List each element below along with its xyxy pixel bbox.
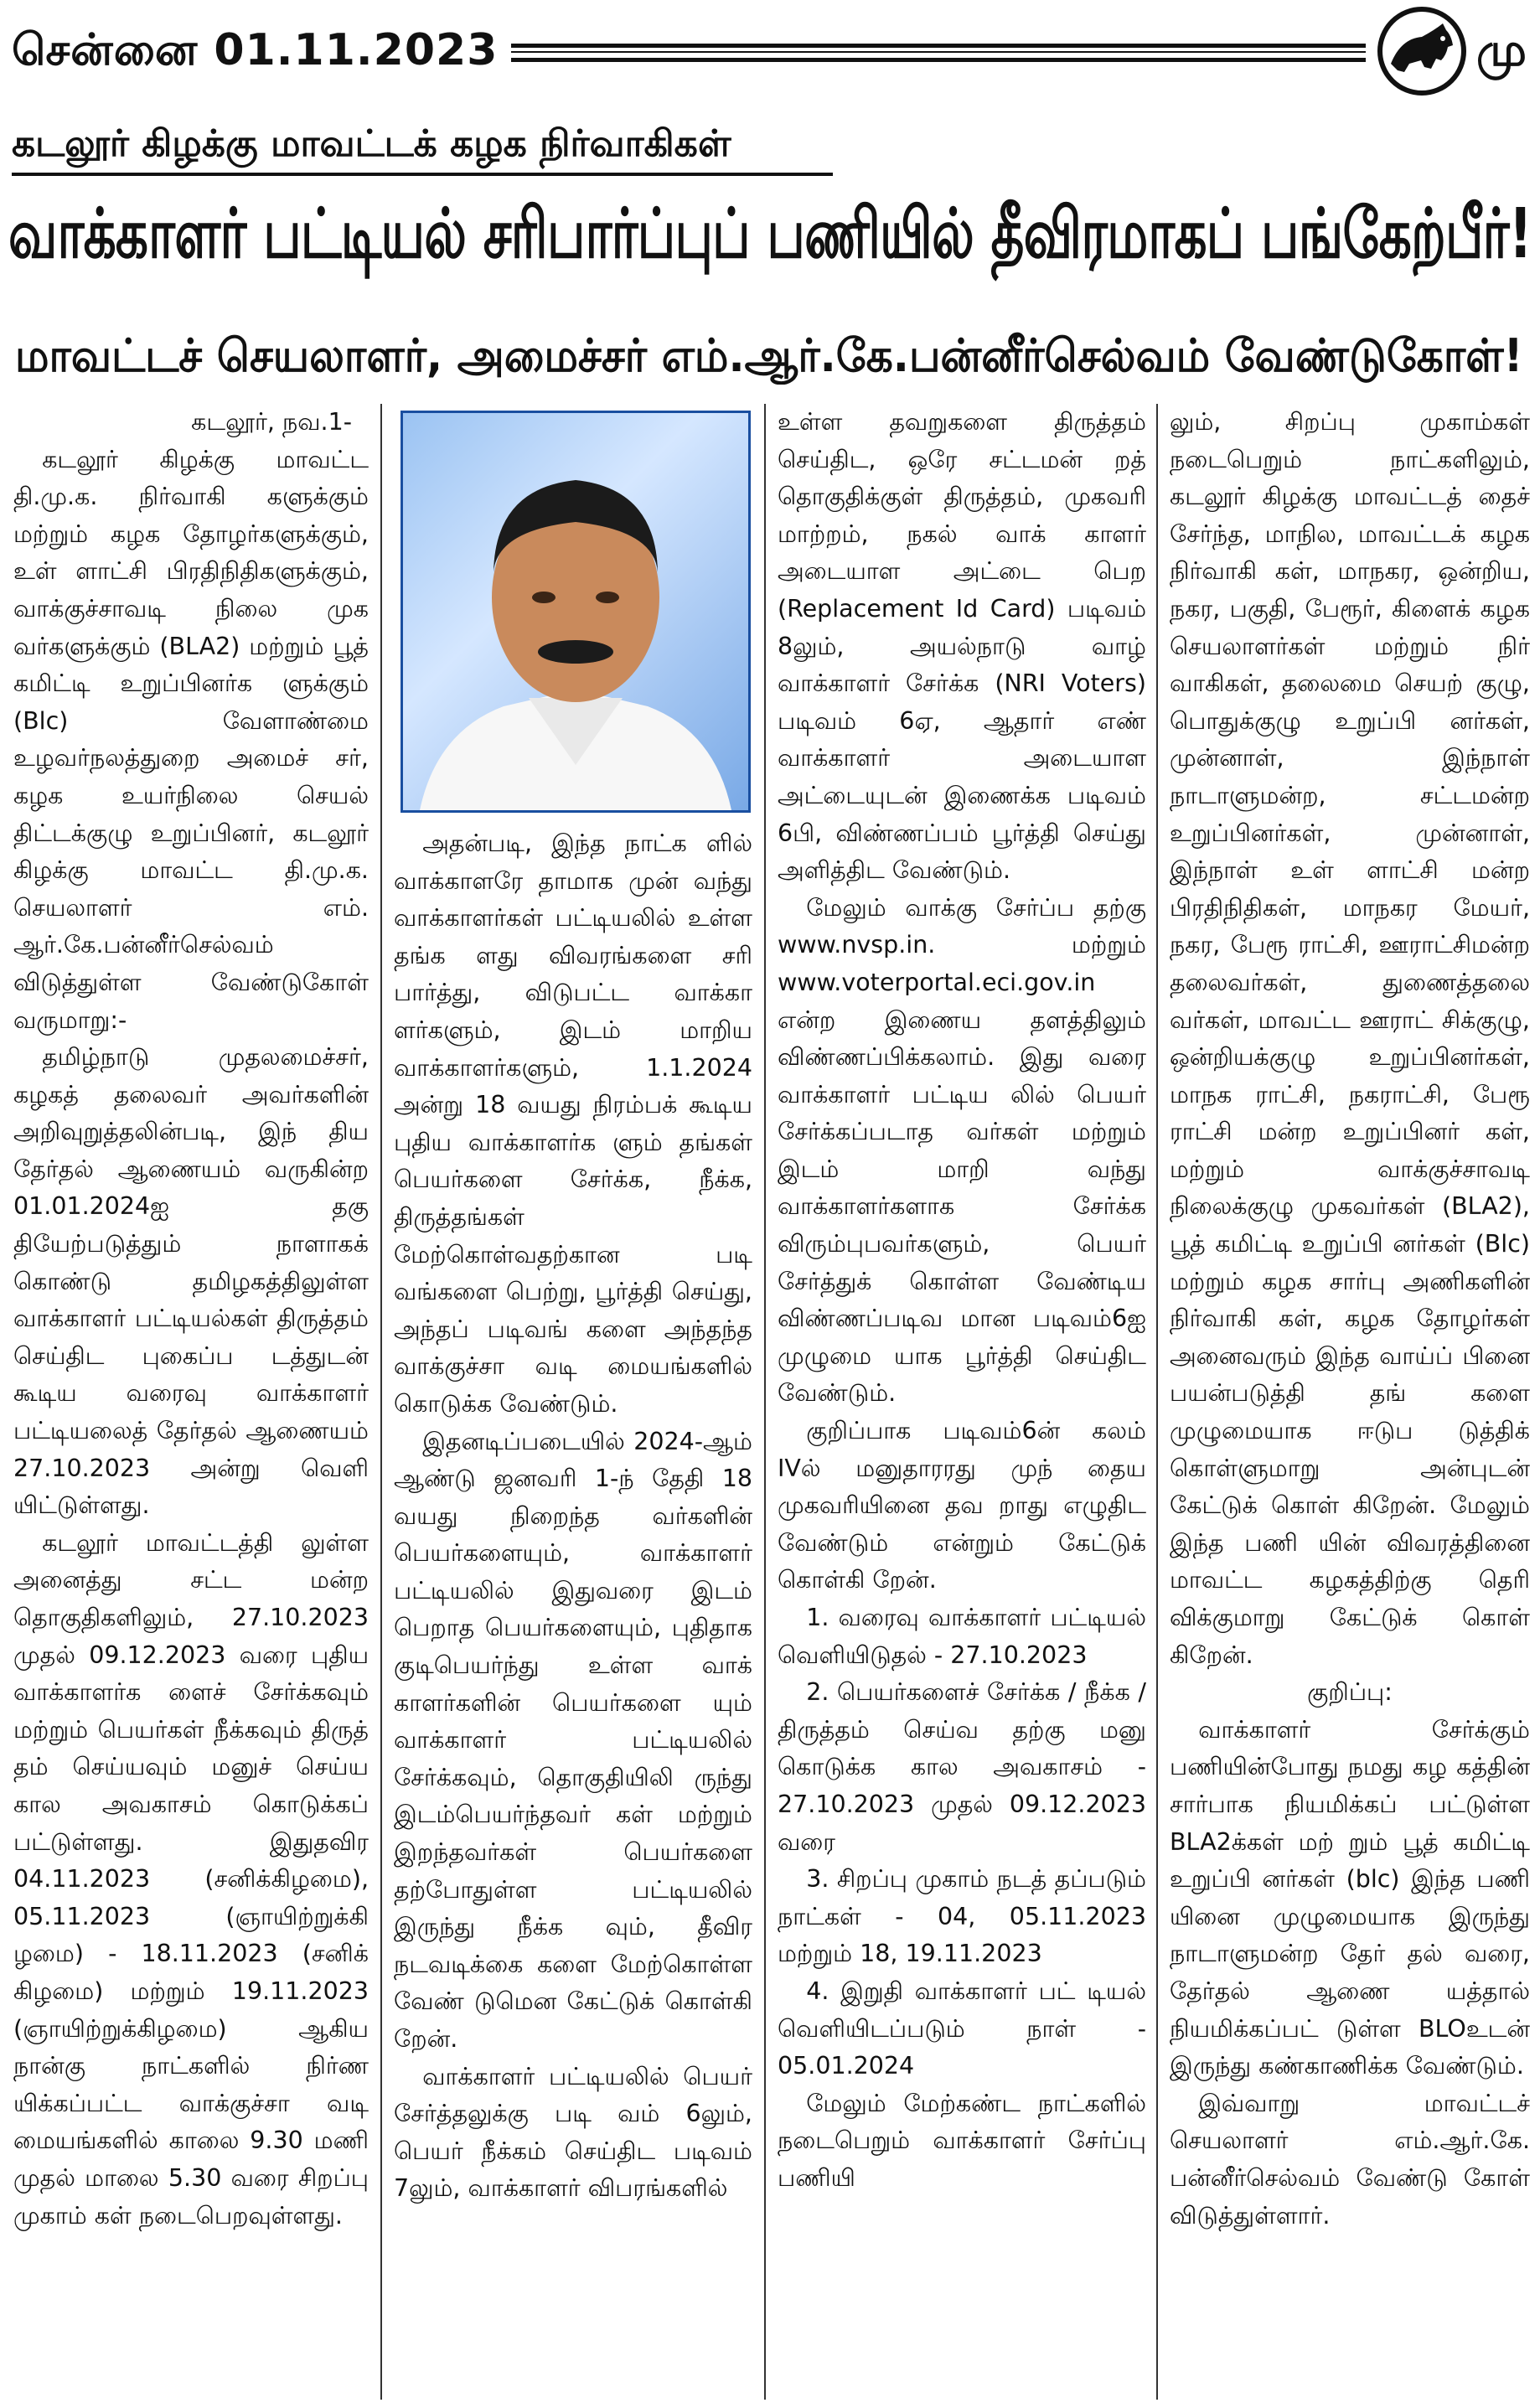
paper-name: மு [1476,23,1527,76]
rising-sun-emblem-icon [1376,5,1468,97]
column-divider [1156,404,1158,2400]
article-column-1 [13,404,369,2403]
dateline: சென்னை 01.11.2023 [12,25,499,75]
column-divider [380,404,382,2400]
paragraph: தமிழ்நாடு முதலமைச்சர், கழகத் தலைவர் அவர்களின் அறிவுறுத்தலின்படி, இந் திய தேர்தல் ஆணையம் வருகின்ற 01.01.2024ஐ தகு தியேற்படுத்தும் நாளாகக் கொண்டு தமிழகத்திலுள்ள வாக்காளர் பட்டியல்கள் திருத்தம் செய்திட புகைப்ப டத்துடன் கூடிய வரைவு வாக்காளர் பட்டியலைத் தேர்தல் ஆணையம் 27.10.2023 அன்று வெளி யிட்டுள்ளது. [13,1043,369,1520]
paragraph: கடலூர் மாவட்டத்தி லுள்ள அனைத்து சட்ட மன்ற தொகுதிகளிலும், 27.10.2023 முதல் 09.12.2023 வரை புதிய வாக்காளர்க ளைச் சேர்க்கவும் மற்றும் பெயர்கள் நீக்கவும் திருத் தம் செய்யவும் மனுச் செய்ய கால அவகாசம் கொடுக்கப் பட்டுள்ளது. இதுதவிர 04.11.2023 (சனிக்கிழமை), 05.11.2023 (ஞாயிற்றுக்கி ழமை) - 18.11.2023 (சனிக் கிழமை) மற்றும் 19.11.2023 (ஞாயிற்றுக்கிழமை) ஆகிய நான்கு நாட்களில் நிர்ண யிக்கப்பட்ட வாக்குச்சா வடி மையங்களில் காலை 9.30 மணி முதல் மாலை 5.30 வரை சிறப்பு முகாம் கள் நடைபெறவுள்ளது. [13,1528,369,2230]
paragraph: வாக்காளர் சேர்க்கும் பணியின்போது நமது கழ கத்தின் சார்பாக நியமிக்கப் பட்டுள்ள BLA2க்கள் மற் றும் பூத் கமிட்டி உறுப்பி னர்கள் (blc) இந்த பணி யினை முழுமையாக இருந்து நாடாளுமன்ற தேர் தல் வரை, தேர்தல் ஆணை யத்தால் நியமிக்கப்பட் டுள்ள BLOஉடன் இருந்து கண்காணிக்க வேண்டும். [1170,1715,1530,2080]
subhead: மாவட்டச் செயலாளர், அமைச்சர் எம்.ஆர்.கே.பன்னீர்செல்வம் வேண்டுகோள்! [15,329,1523,382]
dateline-place: கடலூர், நவ.1- [191,408,352,436]
paragraph: மேலும் மேற்கண்ட நாட்களில் நடைபெறும் வாக்காளர் சேர்ப்பு பணியி [778,2089,1146,2192]
list-item: 3. சிறப்பு முகாம் நடத் தப்படும் நாட்கள் - 04, 05.11.2023 மற்றும் 18, 19.11.2023 [778,1865,1146,1968]
paragraph: லும், சிறப்பு முகாம்கள் நடைபெறும் நாட்களிலும், கடலூர் கிழக்கு மாவட்டத் தைச் சேர்ந்த, மாநில, மாவட்டக் கழக நிர்வாகி கள், மாநகர, ஒன்றிய, நகர, பகுதி, பேரூர், கிளைக் கழக செயலாளர்கள் மற்றும் நிர் வாகிகள், தலைமை செயற் குழு, பொதுக்குழு உறுப்பி னர்கள், முன்னாள், இந்நாள் நாடாளுமன்ற, சட்டமன்ற உறுப்பினர்கள், முன்னாள், இந்நாள் உள் ளாட்சி மன்ற பிரதிநிதிகள், மாநகர மேயர், நகர, பேரூ ராட்சி, ஊராட்சிமன்ற தலைவர்கள், துணைத்தலை வர்கள், மாவட்ட ஊராட் சிக்குழு, ஒன்றியக்குழு உறுப்பினர்கள், மாநக ராட்சி, நகராட்சி, பேரூ ராட்சி மன்ற உறுப்பினர் கள், மற்றும் வாக்குச்சாவடி நிலைக்குழு முகவர்கள் (BLA2), பூத் கமிட்டி உறுப்பி னர்கள் (Blc) மற்றும் கழக சார்பு அணிகளின் நிர்வாகி கள், கழக தோழர்கள் அனைவரும் இந்த வாய்ப் பினை பயன்படுத்தி தங் களை முழுமையாக ஈடுப டுத்திக் கொள்ளுமாறு அன்புடன் கேட்டுக் கொள் கிறேன். மேலும் இந்த பணி யின் விவரத்தினை மாவட்ட கழகத்திற்கு தெரி விக்குமாறு கேட்டுக் கொள் கிறேன். [1170,408,1530,1669]
article-column-3 [778,404,1146,2403]
list-item: 1. வரைவு வாக்காளர் பட்டியல் வெளியிடுதல் - 27.10.2023 [778,1604,1146,1669]
paragraph: கடலூர் கிழக்கு மாவட்ட தி.மு.க. நிர்வாகி களுக்கும் மற்றும் கழக தோழர்களுக்கும், உள் ளாட்சி பிரதிநிதிகளுக்கும், வாக்குச்சாவடி நிலை முக வர்களுக்கும் (BLA2) மற்றும் பூத் கமிட்டி உறுப்பினர்க ளுக்கும் (Blc) வேளாண்மை உழவர்நலத்துறை அமைச் சர், கழக உயர்நிலை செயல் திட்டக்குழு உறுப்பினர், கடலூர் கிழக்கு மாவட்ட தி.மு.க. செயலாளர் எம். ஆர்.கே.பன்னீர்செல்வம் விடுத்துள்ள வேண்டுகோள் வருமாறு:- [13,445,369,1034]
list-item: 4. இறுதி வாக்காளர் பட் டியல் வெளியிடப்படும் நாள் - 05.01.2024 [778,1977,1146,2080]
kicker-text: கடலூர் கிழக்கு மாவட்டக் கழக நிர்வாகிகள் [12,122,731,165]
article-column-4 [1170,404,1530,2403]
list-item: 2. பெயர்களைச் சேர்க்க / நீக்க / திருத்தம் செய்வ தற்கு மனு கொடுக்க கால அவகாசம் - 27.10.2023 முதல் 09.12.2023 வரை [778,1678,1146,1856]
paragraph: அதன்படி, இந்த நாட்க ளில் வாக்காளரே தாமாக முன் வந்து வாக்காளர்கள் பட்டியலில் உள்ள தங்க ளது விவரங்களை சரி பார்த்து, விடுபட்ட வாக்கா ளர்களும், இடம் மாறிய வாக்காளர்களும், 1.1.2024 அன்று 18 வயது நிரம்பக் கூடிய புதிய வாக்காளர்க ளும் தங்கள் பெயர்களை சேர்க்க, நீக்க, திருத்தங்கள் மேற்கொள்வதற்கான படி வங்களை பெற்று, பூர்த்தி செய்து, அந்தப் படிவங் களை அந்தந்த வாக்குச்சா வடி மையங்களில் கொடுக்க வேண்டும். [394,829,752,1418]
paragraph: வாக்காளர் பட்டியலில் பெயர் சேர்த்தலுக்கு படி வம் 6லும், பெயர் நீக்கம் செய்திட படிவம் 7லும், வாக்காளர் விபரங்களில் [394,2062,752,2203]
headline: வாக்காளர் பட்டியல் சரிபார்ப்புப் பணியில் தீவிரமாகப் பங்கேற்பீர்! [8,194,1532,274]
paragraph: மேலும் வாக்கு சேர்ப்ப தற்கு www.nvsp.in. மற்றும் www.voterportal.eci.gov.in என்ற இணைய தளத்திலும் விண்ணப்பிக்கலாம். இது வரை வாக்காளர் பட்டிய லில் பெயர் சேர்க்கப்படாத வர்கள் மற்றும் இடம் மாறி வந்து வாக்காளர்களாக சேர்க்க விரும்புபவர்களும், பெயர் சேர்த்துக் கொள்ள வேண்டிய விண்ணப்படிவ மான படிவம்6ஐ முழுமை யாக பூர்த்தி செய்திட வேண்டும். [778,893,1146,1408]
note-heading: குறிப்பு: [1307,1678,1393,1707]
masthead [0,0,1540,109]
portrait-photo-icon [403,413,748,810]
article-column-2 [394,825,752,2403]
paragraph: குறிப்பாக படிவம்6ன் கலம் IVல் மனுதாரரது முந் தைய முகவரியினை தவ றாது எழுதிட வேண்டும் என்றும் கேட்டுக் கொள்கி றேன். [778,1417,1146,1594]
paragraph: இவ்வாறு மாவட்டச் செயலாளர் எம்.ஆர்.கே. பன்னீர்செல்வம் வேண்டு கோள் விடுத்துள்ளார். [1170,2089,1530,2230]
paragraph: உள்ள தவறுகளை திருத்தம் செய்திட, ஒரே சட்டமன் றத் தொகுதிக்குள் திருத்தம், முகவரி மாற்றம், நகல் வாக் காளர் அடையாள அட்டை பெற (Replacement Id Card) படிவம் 8லும், அயல்நாடு வாழ் வாக்காளர் சேர்க்க (NRI Voters) படிவம் 6ஏ, ஆதார் எண் வாக்காளர் அடையாள அட்டையுடன் இணைக்க படிவம் 6பி, விண்ணப்பம் பூர்த்தி செய்து அளித்திட வேண்டும். [778,408,1146,885]
portrait-photo [401,411,751,813]
kicker [12,117,833,176]
column-divider [764,404,766,2400]
paragraph: இதனடிப்படையில் 2024-ஆம் ஆண்டு ஜனவரி 1-ந் தேதி 18 வயது நிறைந்த வர்களின் பெயர்களையும், வாக்காளர் பட்டியலில் இதுவரை இடம் பெறாத பெயர்களையும், புதிதாக குடிபெயர்ந்து உள்ள வாக் காளர்களின் பெயர்களை யும் வாக்காளர் பட்டியலில் சேர்க்கவும், தொகுதியிலி ருந்து இடம்பெயர்ந்தவர் கள் மற்றும் இறந்தவர்கள் பெயர்களை தற்போதுள்ள பட்டியலில் இருந்து நீக்க வும், தீவிர நடவடிக்கை களை மேற்கொள்ள வேண் டுமென கேட்டுக் கொள்கி றேன். [394,1427,752,2053]
masthead-rule [511,44,1366,62]
